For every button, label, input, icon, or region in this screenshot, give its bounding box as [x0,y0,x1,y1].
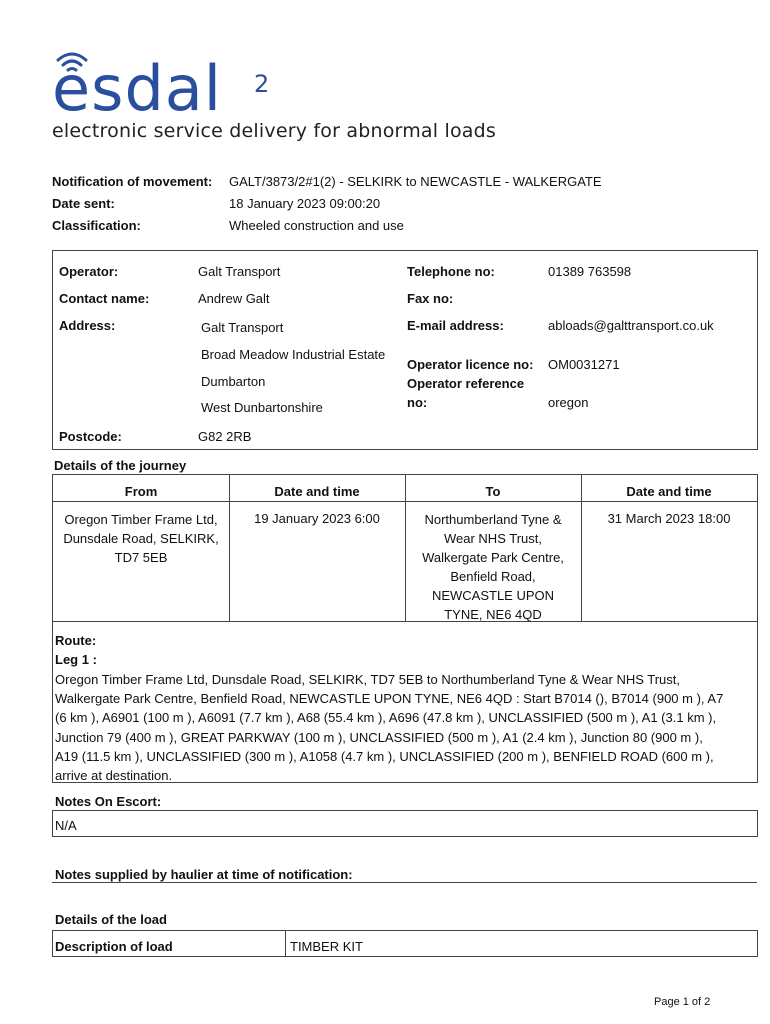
col-header-date: Date and time [626,484,712,499]
address-line: Galt Transport [201,320,284,335]
operator-label: Operator: [59,264,119,279]
classification-label: Classification: [52,218,141,233]
reference-label-cont: no: [407,395,428,410]
to-line: Northumberland Tyne & [424,512,562,527]
route-line: Walkergate Park Centre, Benfield Road, NEWCASTLE UPON TYNE, NE6 4QD : Start B7014 (), B7014 (900 m ), A7 [55,691,724,707]
from-line: Oregon Timber Frame Ltd, [64,512,218,527]
date-sent-value: 18 January 2023 09:00:20 [229,196,381,211]
date-sent-label: Date sent: [52,196,115,211]
route-line: Oregon Timber Frame Ltd, Dunsdale Road, SELKIRK, TD7 5EB to Northumberland Tyne & Wear NHS Trust, [55,672,681,687]
email-value: abloads@galttransport.co.uk [548,318,714,333]
from-date-cell: 19 January 2023 6:00 [254,511,380,526]
escort-title: Notes On Escort: [55,794,162,809]
licence-label: Operator licence no: [407,357,534,372]
route-leg: Leg 1 : [55,652,97,667]
logo-superscript: 2 [254,70,270,98]
escort-box [52,810,758,837]
load-description-label: Description of load [55,939,173,954]
classification-value: Wheeled construction and use [229,218,404,233]
contact-label: Contact name: [59,291,150,306]
to-line: TYNE, NE6 4QD [444,607,542,622]
route-box [52,620,758,783]
reference-value: oregon [548,395,589,410]
notification-label: Notification of movement: [52,174,213,189]
logo-tagline: electronic service delivery for abnormal loads [52,120,497,142]
contact-value: Andrew Galt [198,291,270,306]
to-line: Walkergate Park Centre, [422,550,564,565]
telephone-label: Telephone no: [407,264,495,279]
col-header-to: To [485,484,501,499]
operator-value: Galt Transport [198,264,281,279]
from-cell [53,510,229,567]
to-line: Benfield Road, [450,569,536,584]
to-line: NEWCASTLE UPON [431,588,555,603]
reference-label: Operator reference [407,376,525,391]
route-line: Junction 79 (400 m ), GREAT PARKWAY (100 m ), UNCLASSIFIED (500 m ), A1 (2.4 km ), Junction 80 (900 m ), [55,729,703,745]
to-line: Wear NHS Trust, [443,531,542,546]
route-line: (6 km ), A6901 (100 m ), A6091 (7.7 km ), A68 (55.4 km ), A696 (47.8 km ), UNCLASSIFIED (500 m ), A1 (3.1 km ), [55,710,717,726]
address-label: Address: [59,318,116,333]
haulier-notes-title: Notes supplied by haulier at time of notification: [55,867,353,882]
load-table [52,930,758,957]
route-line: arrive at destination. [55,768,173,784]
load-description-value: TIMBER KIT [290,939,363,954]
to-cell [405,510,581,624]
journey-title: Details of the journey [54,458,187,473]
haulier-notes-rule [52,882,757,883]
col-header-from: From [124,484,158,499]
address-line: Broad Meadow Industrial Estate [201,347,386,362]
fax-label: Fax no: [407,291,454,306]
col-header-date: Date and time [274,484,360,499]
address-line: Dumbarton [201,374,266,389]
from-line: TD7 5EB [114,550,168,565]
address-line: West Dunbartonshire [201,400,323,415]
operator-box [52,250,758,450]
licence-value: OM0031271 [548,357,620,372]
logo-wordmark: esdal [52,52,223,125]
postcode-label: Postcode: [59,429,122,444]
to-date-cell: 31 March 2023 18:00 [607,511,731,526]
route-description [55,670,723,785]
postcode-value: G82 2RB [198,429,252,444]
load-title: Details of the load [55,912,167,927]
route-line: A19 (11.5 km ), UNCLASSIFIED (300 m ), A1058 (4.7 km ), UNCLASSIFIED (200 m ), BENFIELD ROAD (600 m ), [55,748,714,764]
notification-value: GALT/3873/2#1(2) - SELKIRK to NEWCASTLE - WALKERGATE [229,174,602,189]
page-number: Page 1 of 2 [654,996,711,1008]
from-line: Dunsdale Road, SELKIRK, [63,531,219,546]
route-title: Route: [55,633,97,648]
journey-table [52,474,758,622]
email-label: E-mail address: [407,318,504,333]
telephone-value: 01389 763598 [548,264,632,279]
escort-value: N/A [55,818,77,833]
